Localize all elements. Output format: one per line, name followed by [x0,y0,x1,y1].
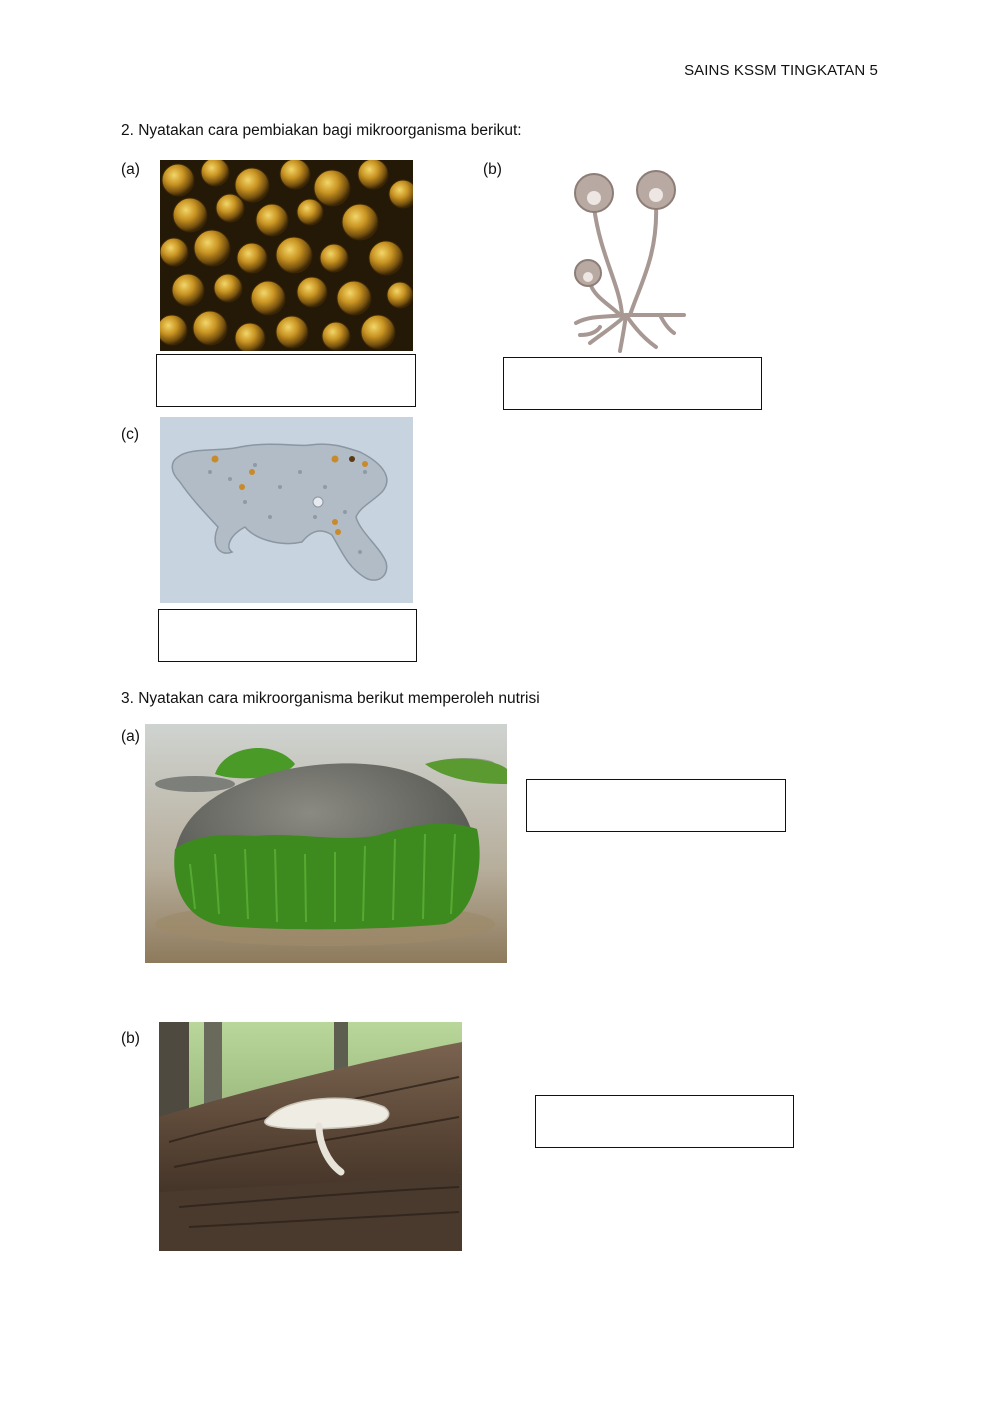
question-2-text: 2. Nyatakan cara pembiakan bagi mikroorganisma berikut: [121,122,522,139]
bread-mould-image [560,165,690,355]
yeast-cells-image [160,160,413,351]
q3-label-a: (a) [121,728,140,745]
q2-label-b: (b) [483,161,502,178]
q3-answer-box-b[interactable] [535,1095,794,1148]
q3-label-b: (b) [121,1030,140,1047]
mushroom-on-log-image [159,1022,462,1251]
q2-answer-box-a[interactable] [156,354,416,407]
algae-on-rock-image [145,724,507,963]
q2-label-a: (a) [121,161,140,178]
question-3-text: 3. Nyatakan cara mikroorganisma berikut memperoleh nutrisi [121,690,540,707]
q2-label-c: (c) [121,426,140,443]
q2-answer-box-b[interactable] [503,357,762,410]
q2-answer-box-c[interactable] [158,609,417,662]
q3-answer-box-a[interactable] [526,779,786,832]
page-header: SAINS KSSM TINGKATAN 5 [684,62,878,79]
amoeba-image [160,417,413,603]
